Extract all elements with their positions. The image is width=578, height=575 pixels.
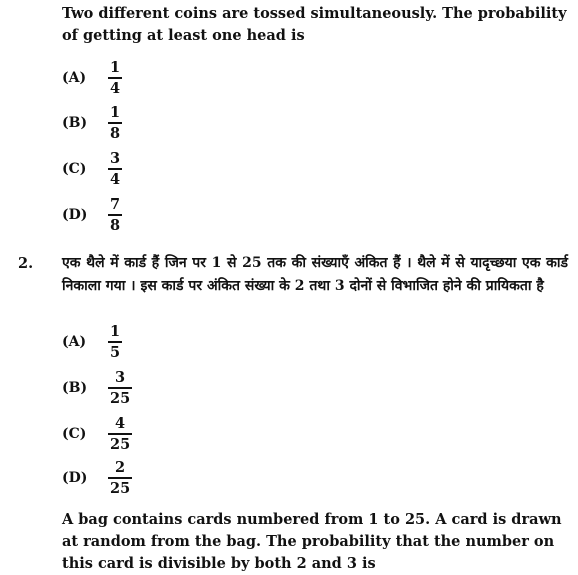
fraction-numerator: 7	[110, 196, 121, 214]
option-fraction	[108, 104, 122, 141]
fraction-denominator: 25	[110, 435, 131, 453]
option-fraction	[108, 459, 132, 496]
q2-option-a	[62, 320, 182, 364]
q2-option-c	[62, 412, 182, 456]
fraction-bar	[108, 122, 122, 123]
option-label: (C)	[62, 426, 87, 442]
question-2-number: 2.	[18, 255, 34, 272]
q1-option-b	[62, 101, 182, 145]
fraction-numerator: 3	[110, 150, 121, 168]
fraction-denominator: 8	[110, 124, 121, 142]
fraction-denominator: 5	[110, 343, 121, 361]
q1-option-a	[62, 56, 182, 100]
option-label: (C)	[62, 161, 87, 177]
fraction-numerator: 4	[115, 415, 126, 433]
option-fraction	[108, 196, 122, 233]
fraction-denominator: 8	[110, 216, 121, 234]
fraction-denominator: 4	[110, 170, 121, 188]
option-label: (B)	[62, 380, 88, 396]
fraction-numerator: 2	[115, 459, 126, 477]
q1-option-c	[62, 147, 182, 191]
fraction-denominator: 25	[110, 389, 131, 407]
fraction-bar	[108, 477, 132, 478]
fraction-bar	[108, 341, 122, 342]
fraction-bar	[108, 387, 132, 388]
option-label: (B)	[62, 115, 88, 131]
option-label: (A)	[62, 70, 87, 86]
option-fraction	[108, 59, 122, 96]
q2-option-b	[62, 366, 182, 410]
option-fraction	[108, 415, 132, 452]
question-1-text: Two different coins are tossed simultaneously. The probability of getting at least one head is	[62, 5, 567, 44]
option-fraction	[108, 150, 122, 187]
fraction-bar	[108, 168, 122, 169]
option-label: (D)	[62, 207, 88, 223]
option-label: (A)	[62, 334, 87, 350]
fraction-bar	[108, 433, 132, 434]
fraction-bar	[108, 77, 122, 78]
option-fraction	[108, 323, 122, 360]
fraction-numerator: 1	[110, 59, 121, 77]
option-label: (D)	[62, 470, 88, 486]
fraction-denominator: 25	[110, 479, 131, 497]
q1-option-d	[62, 193, 182, 237]
fraction-numerator: 3	[115, 369, 126, 387]
fraction-denominator: 4	[110, 79, 121, 97]
fraction-numerator: 1	[110, 323, 121, 341]
question-2-english-text: A bag contains cards numbered from 1 to 25. A card is drawn at random from the bag. The probability that the number on this card is divisible by both 2 and 3 is	[62, 511, 562, 572]
question-2-hindi-text: एक थैले में कार्ड हैं जिन पर 1 से 25 तक की संख्याएँ अंकित हैं । थैले में से यादृच्छया एक कार्ड निकाला गया । इस कार्ड पर अंकित संख्या के 2 तथा 3 दोनों से विभाजित होने की प्रायिकता है	[62, 255, 568, 294]
fraction-numerator: 1	[110, 104, 121, 122]
option-fraction	[108, 369, 132, 406]
fraction-bar	[108, 214, 122, 215]
q2-option-d	[62, 456, 182, 500]
